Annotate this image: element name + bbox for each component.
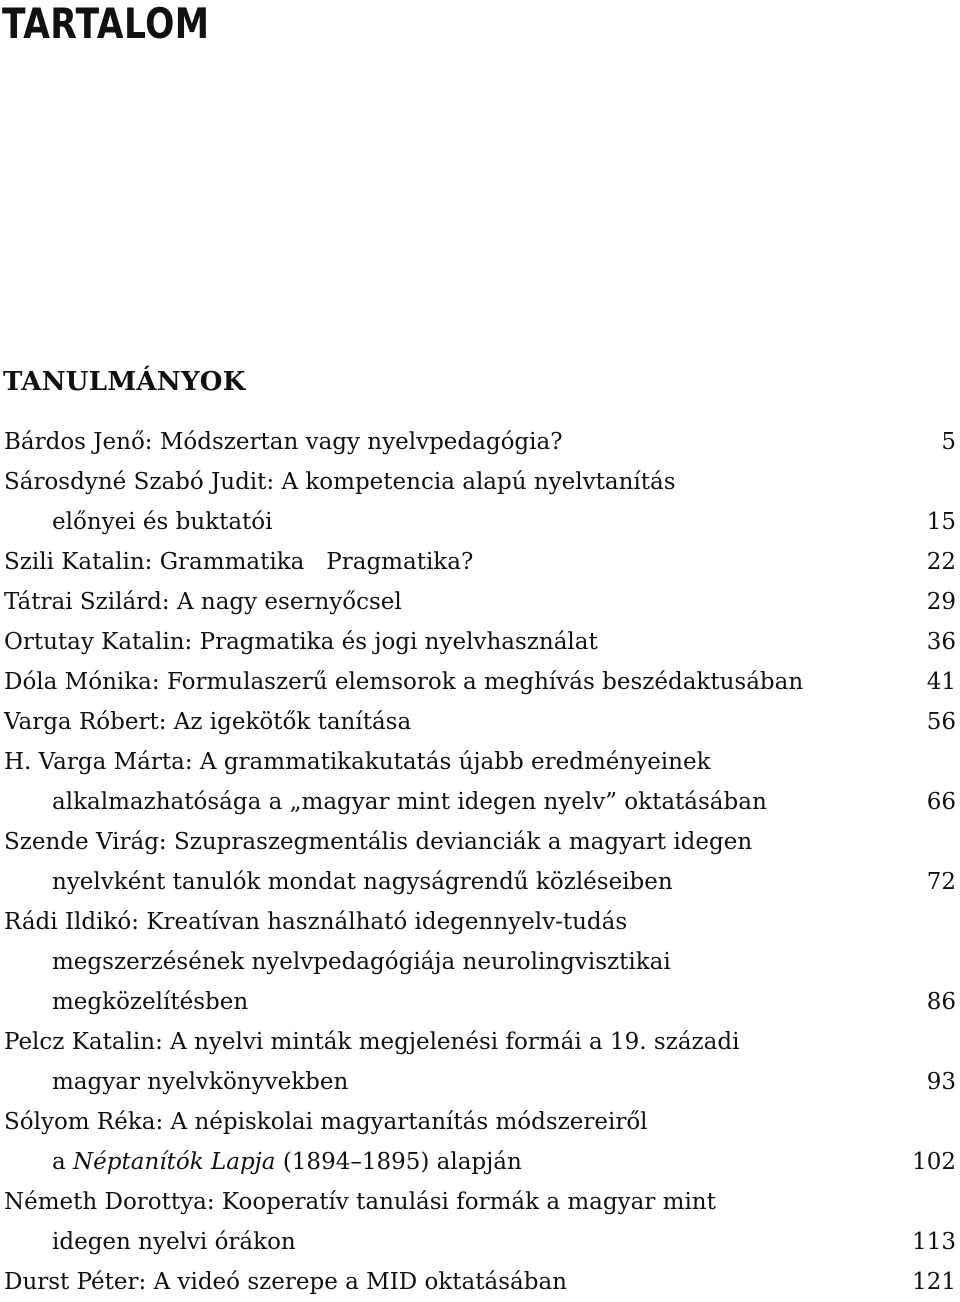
toc-entry-text: Durst Péter: A videó szerepe a MID oktatásában	[4, 1269, 567, 1295]
toc-entry	[0, 462, 960, 542]
toc-entry-text: Varga Róbert: Az igekötők tanítása	[4, 709, 412, 735]
toc-entry-text: H. Varga Márta: A grammatikakutatás újabb eredményeinek	[4, 749, 711, 775]
toc-entry	[0, 542, 960, 582]
toc-entry-text: Sólyom Réka: A népiskolai magyartanítás módszereiről	[4, 1109, 648, 1135]
toc-entry-text: Sárosdyné Szabó Judit: A kompetencia alapú nyelvtanítás	[4, 469, 676, 495]
toc-entry-text-continued: nyelvként tanulók mondat nagyságrendű közléseiben	[52, 869, 673, 895]
toc-page-number: 22	[926, 549, 956, 575]
section-heading: TANULMÁNYOK	[3, 367, 246, 397]
toc-entry	[0, 1262, 960, 1302]
toc-entry	[0, 742, 960, 822]
toc-entry	[0, 902, 960, 1022]
toc-page-number: 66	[926, 789, 956, 815]
toc-entry-text-continued: magyar nyelvkönyvekben	[52, 1069, 349, 1095]
toc-entry-text: Szende Virág: Szupraszegmentális devianciák a magyart idegen	[4, 829, 753, 855]
table-of-contents	[0, 422, 960, 1302]
toc-page-number: 5	[941, 429, 956, 455]
toc-entry-text: Bárdos Jenő: Módszertan vagy nyelvpedagógia?	[4, 429, 563, 455]
toc-page-number: 86	[926, 989, 956, 1015]
toc-entry-text: Dóla Mónika: Formulaszerű elemsorok a meghívás beszédaktusában	[4, 669, 804, 695]
toc-page-number: 93	[926, 1069, 956, 1095]
toc-entry-text: Szili Katalin: Grammatika Pragmatika?	[4, 549, 474, 575]
toc-page-number: 102	[912, 1149, 956, 1175]
toc-entry-text-continued: megszerzésének nyelvpedagógiája neurolingvisztikai	[52, 949, 671, 975]
toc-entry-text-continued: megközelítésben	[52, 989, 249, 1015]
journal-title-italic: Néptanítók Lapja	[73, 1149, 276, 1175]
toc-entry	[0, 622, 960, 662]
toc-page-number: 41	[926, 669, 956, 695]
toc-entry-text: Tátrai Szilárd: A nagy esernyőcsel	[4, 589, 402, 615]
toc-entry-text: Ortutay Katalin: Pragmatika és jogi nyelvhasználat	[4, 629, 598, 655]
toc-entry	[0, 422, 960, 462]
toc-page-number: 56	[926, 709, 956, 735]
toc-entry	[0, 582, 960, 622]
toc-entry-text-continued: alkalmazhatósága a „magyar mint idegen nyelv” oktatásában	[52, 789, 767, 815]
toc-entry-text: Rádi Ildikó: Kreatívan használható idegennyelv-tudás	[4, 909, 628, 935]
toc-entry-text: Pelcz Katalin: A nyelvi minták megjelenési formái a 19. századi	[4, 1029, 740, 1055]
toc-page-number: 121	[912, 1269, 956, 1295]
page-title: TARTALOM	[2, 0, 210, 48]
toc-entry	[0, 822, 960, 902]
toc-entry-text-continued: idegen nyelvi órákon	[52, 1229, 296, 1255]
toc-entry-text: Németh Dorottya: Kooperatív tanulási formák a magyar mint	[4, 1189, 716, 1215]
toc-entry	[0, 1182, 960, 1262]
toc-entry	[0, 1102, 960, 1182]
toc-entry	[0, 1022, 960, 1102]
toc-entry-text-continued	[52, 1142, 522, 1182]
toc-entry-text-continued: előnyei és buktatói	[52, 509, 273, 535]
toc-text-suffix: (1894–1895) alapján	[275, 1149, 522, 1175]
toc-page-number: 15	[926, 509, 956, 535]
toc-page-number: 72	[926, 869, 956, 895]
toc-text-prefix: a	[52, 1149, 74, 1175]
toc-page-number: 29	[926, 589, 956, 615]
toc-entry	[0, 702, 960, 742]
toc-page-number: 113	[912, 1229, 956, 1255]
toc-entry	[0, 662, 960, 702]
toc-page-number: 36	[926, 629, 956, 655]
